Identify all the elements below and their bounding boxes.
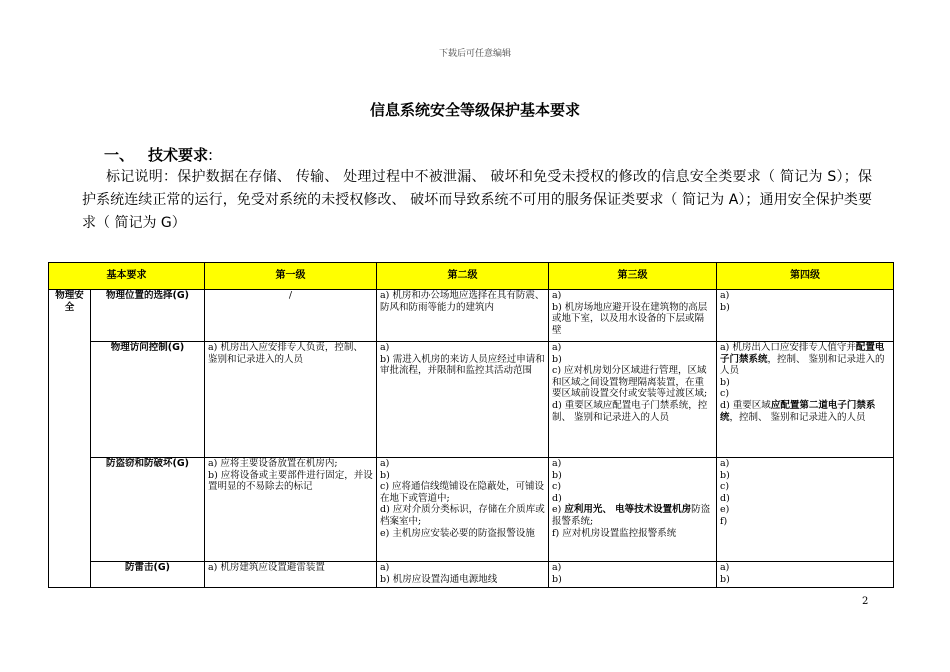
cell-line [552, 504, 713, 527]
header-basic-requirements: 基本要求 [49, 263, 205, 290]
cell-r1-l2: a) 机房和办公场地应选择在具有防震、 防风和防雨等能力的建筑内 [377, 290, 549, 342]
cell-line: e) [720, 504, 730, 516]
cell-line [720, 342, 890, 377]
cell-line: b) 机房场地应避开设在建筑物的高层或地下室，以及用水设备的下层或隔壁 [552, 301, 708, 336]
item-location-selection: 物理位置的选择(G) [91, 290, 205, 342]
cell-line: a) [552, 458, 562, 469]
cell-r2-l4 [717, 342, 894, 458]
section-heading [104, 144, 213, 165]
header-level-3: 第三级 [549, 263, 717, 290]
cell-line: b) 机房应设置沟通电源地线 [380, 573, 498, 585]
header-level-4: 第四级 [717, 263, 894, 290]
emphasis-text: 配置电子门禁系统 [720, 342, 885, 365]
page-number: 2 [862, 596, 869, 607]
table-header-row [49, 263, 894, 290]
cell-r2-l3 [549, 342, 717, 458]
cell-line: d) 重要区域应配置电子门禁系统，控制、 鉴别和记录进入的人员 [552, 399, 708, 423]
table-row [49, 342, 894, 458]
cell-r4-l1: a) 机房建筑应设置避雷装置 [205, 562, 377, 588]
cell-line: b) [552, 469, 562, 481]
cell-line: a) [552, 562, 562, 573]
text-fragment: ，控制、 鉴别和记录进入的人员 [729, 411, 866, 423]
cell-line: a) [380, 562, 390, 573]
cell-line: d) 应对介质分类标识，存储在介质库或档案室中; [380, 504, 545, 527]
cell-line: b) 应将设备或主要部件进行固定，并设置明显的不易除去的标记 [208, 469, 373, 493]
cell-line: a) [380, 342, 390, 353]
cell-r3-l4 [717, 458, 894, 562]
cell-line: a) [720, 290, 730, 301]
item-physical-access-control: 物理访问控制(G) [91, 342, 205, 458]
requirements-table [48, 262, 894, 588]
cell-r1-l3 [549, 290, 717, 342]
cell-r2-l1: a) 机房出入应安排专人负责，控制、 鉴别和记录进入的人员 [205, 342, 377, 458]
cell-r3-l1 [205, 458, 377, 562]
cell-line: a) 应将主要设备放置在机房内; [208, 458, 338, 469]
header-level-2: 第二级 [377, 263, 549, 290]
cell-line: b) 需进入机房的来访人员应经过申请和审批流程，并限制和监控其活动范围 [380, 353, 545, 377]
cell-line: c) [552, 481, 562, 493]
cell-line: b) [720, 573, 730, 585]
table-row [49, 562, 894, 588]
item-anti-theft: 防盗窃和防破坏(G) [91, 458, 205, 562]
document-title: 信息系统安全等级保护基本要求 [369, 101, 580, 119]
text-fragment: d) 重要区域 [720, 399, 771, 411]
section-number: 一、 [104, 146, 135, 164]
cell-line [720, 400, 890, 423]
cell-r3-l2 [377, 458, 549, 562]
section-heading-colon: : [208, 146, 214, 164]
cell-line: f) 应对机房设置监控报警系统 [552, 527, 677, 539]
table-row [49, 458, 894, 562]
cell-line: c) [720, 388, 730, 400]
intro-paragraph: 标记说明：保护数据在存储、 传输、 处理过程中不被泄漏、 破坏和免受未授权的修改的信息安全类要求（ 简记为 S）；保护系统连续正常的运行，免受对系统的未授权修改、 破坏而导致系统不可用的服务保证类要求（ 简记为 A）；通用安全保护类要求（ 简记为 G） [82, 169, 872, 231]
cell-line: b) [720, 376, 730, 388]
cell-r1-l1: / [205, 290, 377, 342]
section-heading-text: 技术要求 [148, 146, 209, 164]
cell-line: d) [720, 492, 730, 504]
cell-r4-l3 [549, 562, 717, 588]
cell-r2-l2 [377, 342, 549, 458]
cell-line: a) [720, 562, 730, 573]
cell-line: b) [552, 353, 562, 365]
cell-line: b) [720, 469, 730, 481]
cell-line: e) 主机房应安装必要的防盗报警设施 [380, 527, 535, 539]
cell-line: c) [720, 481, 730, 493]
cell-line: c) 应对机房划分区域进行管理，区域和区域之间设置物理隔离装置，在重要区域前设置交付或安装等过渡区域; [552, 365, 708, 400]
emphasis-text: 应配置第二道电子门禁系统 [720, 399, 876, 423]
cell-line: b) [380, 469, 390, 481]
cell-r4-l2 [377, 562, 549, 588]
header-level-1: 第一级 [205, 263, 377, 290]
text-fragment: e) [552, 504, 565, 516]
header-note: 下载后可任意编辑 [438, 49, 511, 59]
text-fragment: 防盗报警系统; [552, 504, 711, 527]
cell-line: a) [552, 290, 562, 301]
text-fragment: ，控制、 鉴别和记录进入的人员 [720, 353, 885, 377]
cell-line: c) 应将通信线缆铺设在隐蔽处，可铺设在地下或管道中; [380, 481, 545, 504]
cell-line: b) [552, 573, 562, 585]
emphasis-text: 应利用光、 电等技术设置机房 [564, 504, 692, 516]
category-physical-security: 物理安全 [49, 290, 91, 588]
cell-line: a) [552, 342, 562, 353]
cell-line: f) [720, 515, 728, 527]
item-lightning-protection: 防雷击(G) [91, 562, 205, 588]
text-fragment: a) 机房出入口应安排专人值守并 [720, 342, 856, 353]
cell-r3-l3 [549, 458, 717, 562]
cell-line: a) [720, 458, 730, 469]
cell-r4-l4 [717, 562, 894, 588]
cell-line: a) [380, 458, 390, 469]
cell-line: b) [720, 301, 730, 313]
table-row [49, 290, 894, 342]
cell-line: d) [552, 492, 562, 504]
cell-r1-l4 [717, 290, 894, 342]
